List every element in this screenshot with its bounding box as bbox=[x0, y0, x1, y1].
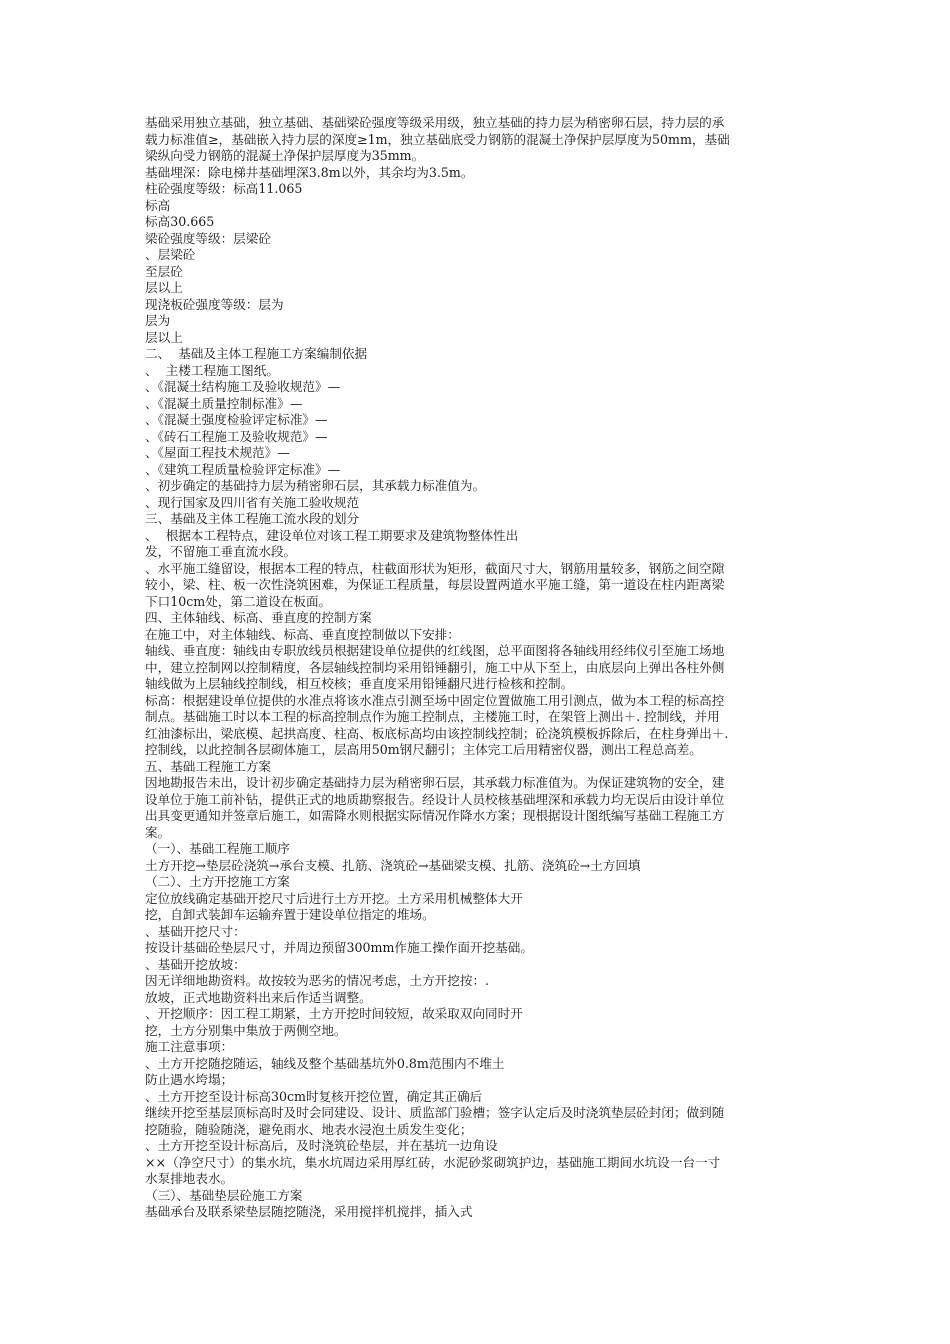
text-line: 、现行国家及四川省有关施工验收规范 bbox=[145, 494, 360, 510]
text-line: 载力标准值≥，基础嵌入持力层的深度≥1m，独立基础底受力钢筋的混凝土净保护层厚度为50mm，基础 bbox=[145, 131, 730, 147]
text-line: 放坡，正式地勘资料出来后作适当调整。 bbox=[145, 989, 372, 1005]
text-line: 设单位于施工前补钻，提供正式的地质勘察报告。经设计人员校核基础埋深和承载力均无误后由设计单位 bbox=[145, 791, 725, 807]
text-line: 至层砼 bbox=[145, 263, 183, 279]
text-line: 、《屋面工程技术规范》— bbox=[145, 445, 290, 460]
text-line: 层以上 bbox=[145, 329, 183, 345]
text-line: 层以上 bbox=[145, 280, 183, 295]
text-line: 按设计基础砼垫层尺寸，并周边预留300mm作施工操作面开挖基础。 bbox=[145, 940, 533, 955]
text-line: 较小，梁、柱、板一次性浇筑困难，为保证工程质量，每层设置两道水平施工缝，第一道设在柱内距离梁 bbox=[145, 577, 725, 592]
text-line: 三、基础及主体工程施工流水段的划分 bbox=[145, 511, 360, 526]
text-line: 梁纵向受力钢筋的混凝土净保护层厚度为35mm。 bbox=[145, 148, 425, 163]
text-line: 轴线、垂直度：轴线由专职放线员根据建设单位提供的红线图，总平面图将各轴线用经纬仪引至施工场地 bbox=[145, 643, 725, 658]
text-line: 二、 基础及主体工程施工方案编制依据 bbox=[145, 346, 368, 361]
text-line: 基础承台及联系梁垫层随挖随浇，采用搅拌机搅拌，插入式 bbox=[145, 1204, 473, 1219]
document-page bbox=[145, 115, 810, 1221]
text-line: 因无详细地勘资料。故按较为恶劣的情况考虑，土方开挖按：. bbox=[145, 973, 490, 988]
text-line: 因地勘报告未出，设计初步确定基础持力层为稍密卵石层，其承载力标准值为。为保证建筑物的安全，建 bbox=[145, 775, 725, 790]
text-line: 、《混凝土结构施工及验收规范》— bbox=[145, 379, 341, 394]
text-line: 、《砖石工程施工及验收规范》— bbox=[145, 428, 328, 444]
text-line: 现浇板砼强度等级：层为 bbox=[145, 296, 284, 312]
text-line: 、初步确定的基础持力层为稍密卵石层，其承载力标准值为。 bbox=[145, 478, 486, 493]
text-line: 标高30.665 bbox=[145, 214, 215, 229]
text-line: 中，建立控制网以控制精度，各层轴线控制均采用铅锤翻引，施工中从下至上，由底层向上弹出各柱外侧 bbox=[145, 659, 725, 675]
text-line: 施工注意事项： bbox=[145, 1039, 234, 1054]
text-line: 制点。基础施工时以本工程的标高控制点作为施工控制点，主楼施工时，在架管上测出＋. 控制线，并用 bbox=[145, 709, 720, 724]
text-line: 、 主楼工程施工图纸。 bbox=[145, 362, 279, 378]
text-line: 轴线做为上层轴线控制线，相互校核；垂直度采用铅锤翻尺进行检核和控制。 bbox=[145, 676, 574, 691]
text-line: 、土方开挖至设计标高后，及时浇筑砼垫层，并在基坑一边角设 bbox=[145, 1138, 498, 1153]
text-line: 、 根据本工程特点，建设单位对该工程工期要求及建筑物整体性出 bbox=[145, 527, 519, 543]
text-line: 、基础开挖放坡： bbox=[145, 956, 246, 972]
text-line: 、《建筑工程质量检验评定标准》— bbox=[145, 461, 341, 477]
text-line: 水泵排地表水。 bbox=[145, 1171, 234, 1186]
text-line: 出具变更通知并签章后施工，如需降水则根据实际情况作降水方案；现根据设计图纸编写基础工程施工方 bbox=[145, 808, 725, 823]
text-line: 标高：根据建设单位提供的水准点将该水准点引测至场中固定位置做施工用引测点，做为本工程的标高控 bbox=[145, 692, 725, 708]
text-line: 五、基础工程施工方案 bbox=[145, 758, 271, 774]
text-line: 、水平施工缝留设，根据本工程的特点，柱截面形状为矩形，截面尺寸大，钢筋用量较多，钢筋之间空隙 bbox=[145, 560, 725, 576]
text-line: 案。 bbox=[145, 824, 171, 840]
text-line: ××（净空尺寸）的集水坑，集水坑周边采用厚红砖，水泥砂浆砌筑护边，基础施工期间水坑设一台一寸 bbox=[145, 1154, 721, 1170]
text-line: 、基础开挖尺寸： bbox=[145, 923, 246, 939]
text-line: 、开挖顺序：因工程工期紧，土方开挖时间较短，故采取双向同时开 bbox=[145, 1006, 523, 1021]
text-line: 基础采用独立基础，独立基础、基础梁砼强度等级采用级，独立基础的持力层为稍密卵石层，持力层的承 bbox=[145, 115, 725, 130]
text-line: 、土方开挖随挖随运，轴线及整个基础基坑外0.8m范围内不堆土 bbox=[145, 1055, 505, 1071]
text-line: 定位放线确定基础开挖尺寸后进行土方开挖。土方采用机械整体大开 bbox=[145, 890, 523, 906]
text-line: 发，不留施工垂直流水段。 bbox=[145, 544, 297, 559]
text-line: 下口10cm处，第二道设在板面。 bbox=[145, 593, 332, 609]
text-line: 、《混凝土强度检验评定标准》— bbox=[145, 412, 328, 427]
text-line: 挖，自卸式装卸车运输弃置于建设单位指定的堆场。 bbox=[145, 907, 435, 922]
text-line: 柱砼强度等级：标高11.065 bbox=[145, 181, 303, 196]
text-line: 在施工中，对主体轴线、标高、垂直度控制做以下安排： bbox=[145, 626, 460, 642]
text-line: （三）、基础垫层砼施工方案 bbox=[145, 1187, 303, 1203]
text-line: （二）、土方开挖施工方案 bbox=[145, 874, 290, 889]
text-line: 标高 bbox=[145, 197, 171, 213]
text-line: 红油漆标出，梁底模、起拱高度、柱高、板底标高均由该控制线控制；砼浇筑模板拆除后，在柱身弹出＋. bbox=[145, 725, 729, 741]
text-line: 控制线，以此控制各层砌体施工，层高用50m钢尺翻引；主体完工后用精密仪器，测出工程总高差。 bbox=[145, 742, 702, 757]
text-line: 继续开挖至基层顶标高时及时会同建设、设计、质监部门验槽；签字认定后及时浇筑垫层砼封闭；做到随 bbox=[145, 1105, 725, 1120]
text-line: 梁砼强度等级：层梁砼 bbox=[145, 230, 271, 246]
text-line: 挖，土方分别集中集放于两侧空地。 bbox=[145, 1022, 347, 1038]
text-line: 挖随验，随验随浇，避免雨水、地表水浸泡土质发生变化； bbox=[145, 1121, 473, 1137]
text-line: （一）、基础工程施工顺序 bbox=[145, 841, 290, 856]
text-line: 基础埋深：除电梯井基础埋深3.8m以外，其余均为3.5m。 bbox=[145, 164, 474, 180]
text-line: 四、主体轴线、标高、垂直度的控制方案 bbox=[145, 610, 372, 625]
text-line: 、《混凝土质量控制标准》— bbox=[145, 395, 303, 411]
text-line: 、土方开挖至设计标高30cm时复核开挖位置，确定其正确后 bbox=[145, 1088, 483, 1104]
text-line: 土方开挖→垫层砼浇筑→承台支模、扎筋、浇筑砼→基础梁支模、扎筋、浇筑砼→土方回填 bbox=[145, 857, 641, 873]
text-line: 层为 bbox=[145, 313, 171, 328]
text-line: 防止遇水垮塌； bbox=[145, 1072, 234, 1087]
text-line: 、层梁砼 bbox=[145, 247, 196, 262]
